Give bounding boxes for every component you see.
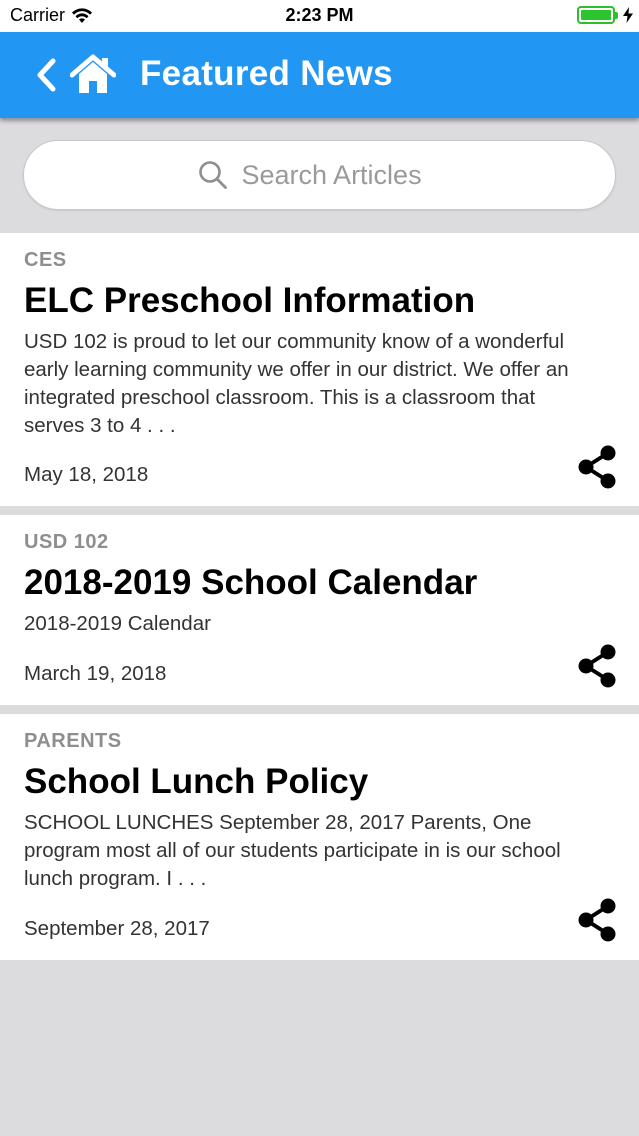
article-date: March 19, 2018 [24, 662, 167, 685]
article-category: USD 102 [24, 531, 109, 553]
battery-icon [577, 6, 615, 24]
share-icon[interactable] [577, 898, 617, 942]
share-icon[interactable] [577, 445, 617, 489]
article-title[interactable]: School Lunch Policy [24, 762, 369, 801]
summary-line: 2018-2019 Calendar [24, 612, 211, 635]
carrier-label: Carrier [10, 5, 66, 25]
home-icon[interactable] [70, 54, 116, 94]
status-bar [0, 0, 639, 32]
summary-line: SCHOOL LUNCHES September 28, 2017 Parents, One [24, 811, 532, 834]
article-category: CES [24, 249, 67, 271]
share-icon[interactable] [577, 644, 617, 688]
article-summary [24, 809, 614, 893]
summary-line: lunch program. I . . . [24, 867, 207, 890]
status-right [577, 6, 633, 24]
article-title[interactable]: ELC Preschool Information [24, 281, 476, 320]
article-card[interactable] [0, 233, 639, 506]
summary-line: program most all of our students participate in is our school [24, 839, 561, 862]
article-title[interactable]: 2018-2019 School Calendar [24, 563, 478, 602]
article-date: May 18, 2018 [24, 463, 149, 486]
article-card[interactable] [0, 714, 639, 960]
article-card[interactable] [0, 515, 639, 705]
status-time: 2:23 PM [285, 5, 354, 25]
summary-line: early learning community we offer in our district. We offer an [24, 358, 569, 381]
bolt-icon [623, 7, 633, 23]
chevron-left-icon[interactable] [34, 58, 58, 92]
nav-bar [0, 32, 639, 118]
summary-line: USD 102 is proud to let our community know of a wonderful [24, 330, 565, 353]
article-date: September 28, 2017 [24, 917, 210, 940]
search-input[interactable] [242, 160, 442, 191]
article-category: PARENTS [24, 730, 122, 752]
article-summary [24, 328, 614, 440]
search-area [0, 118, 639, 233]
search-bar[interactable] [23, 140, 616, 210]
summary-line: integrated preschool classroom. This is a classroom that [24, 386, 536, 409]
search-icon [198, 160, 228, 190]
summary-line: serves 3 to 4 . . . [24, 414, 176, 437]
article-summary [24, 610, 614, 638]
page-title: Featured News [140, 54, 393, 93]
